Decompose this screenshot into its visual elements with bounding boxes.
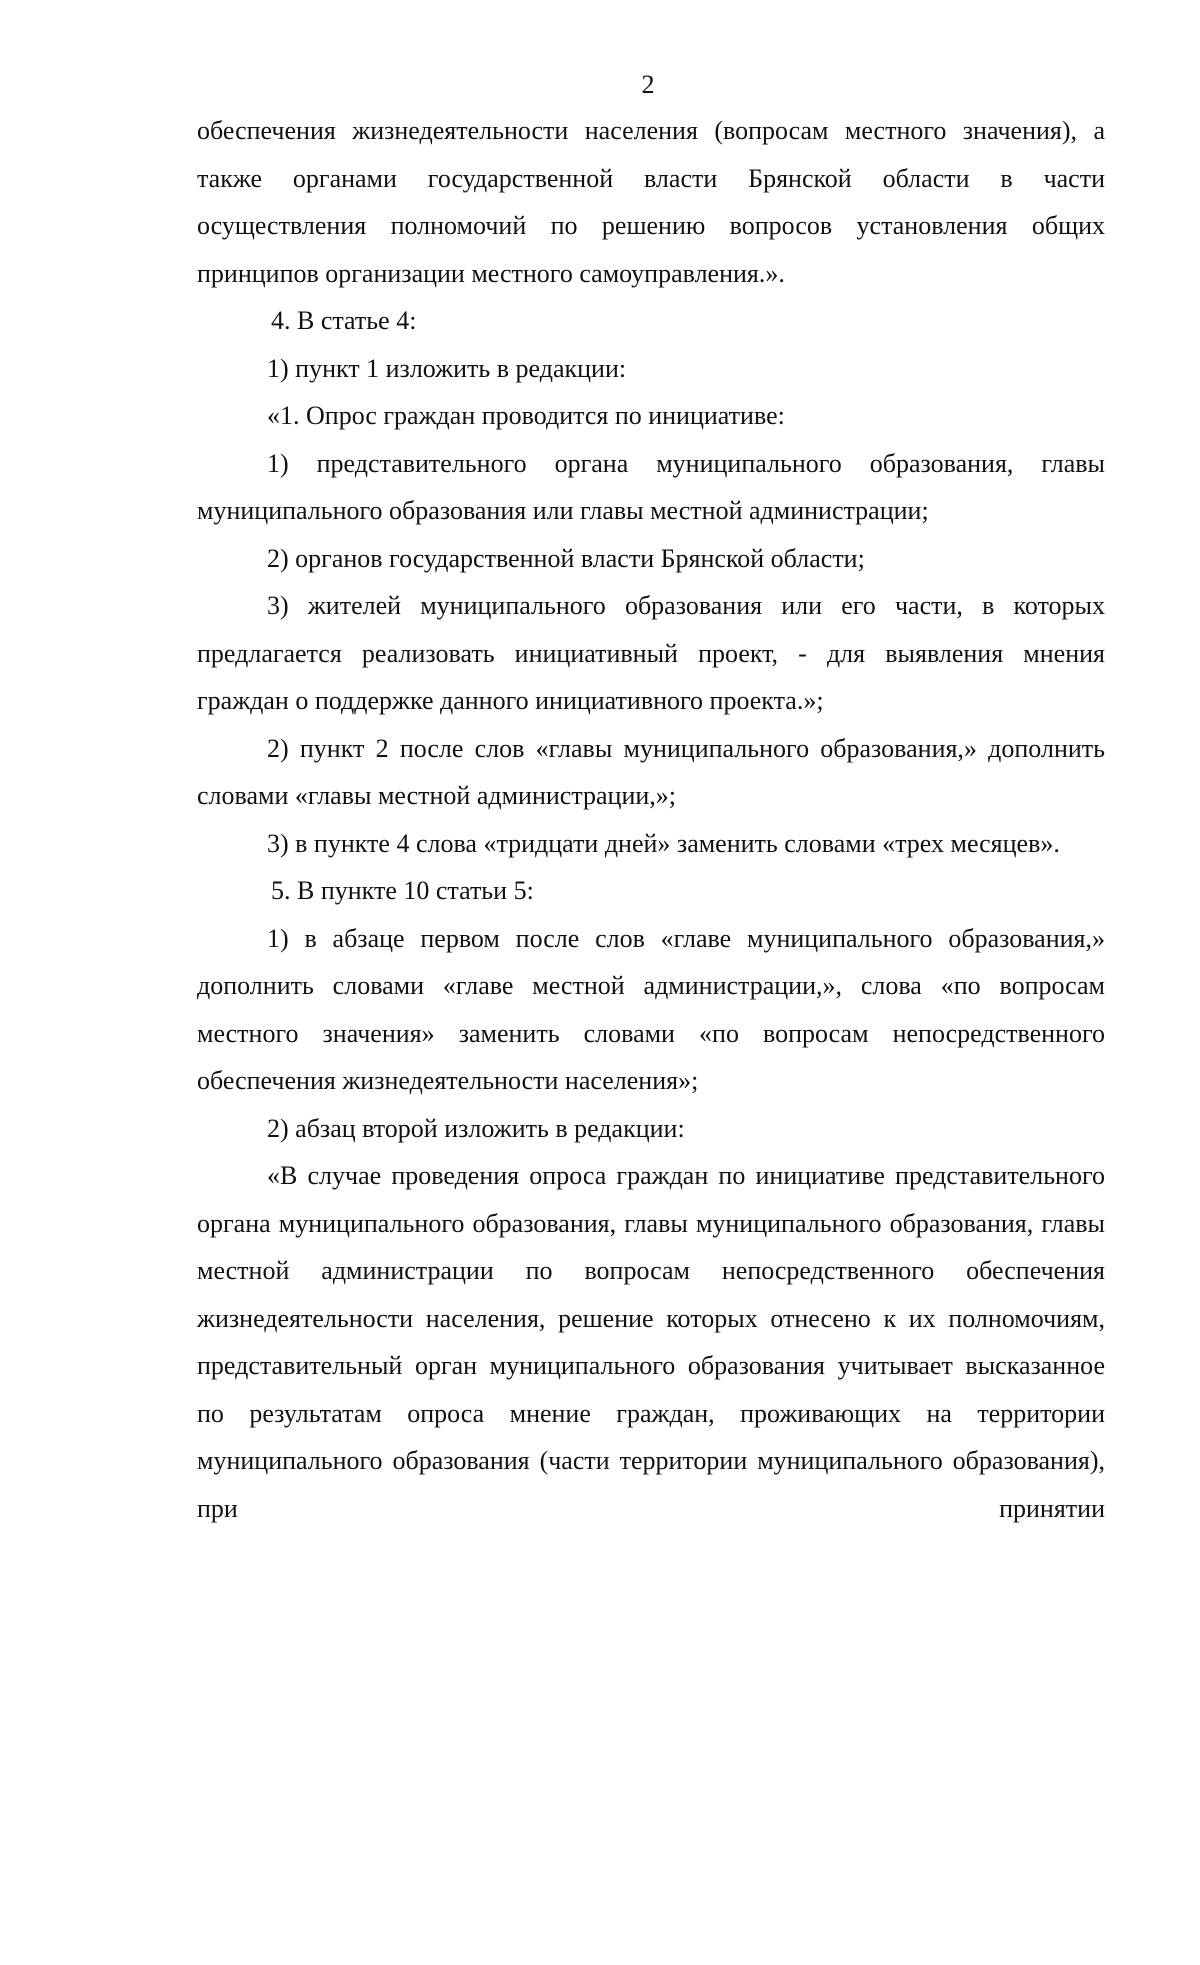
paragraph-item-3: 3) в пункте 4 слова «тридцати дней» заменить словами «трех месяцев». (267, 828, 1060, 858)
paragraph-article-5-item-1: 1) в абзаце первом после слов «главе муниципального образования,» дополнить словами «главе местной администрации,», слова «по вопросам местного значения» заменить словами «по вопросам непосредственного обеспечения жизнедеятельности населения»; (197, 923, 1105, 1095)
paragraph-article-4-heading: 4. В статье 4: (271, 306, 417, 335)
paragraph-subitem-2: 2) органов государственной власти Брянской области; (267, 543, 865, 573)
paragraph-article-5-heading: 5. В пункте 10 статьи 5: (271, 876, 534, 905)
paragraph-quote-start: «1. Опрос граждан проводится по инициативе: (267, 401, 785, 430)
paragraph-quote-new-text: «В случае проведения опроса граждан по инициативе представительного органа муниципального образования, главы муниципального образования, главы местной администрации по вопросам непосредственного обеспечения жизнедеятельности населения, решение которых отнесено к их полномочиям, представительный орган муниципального образования учитывает высказанное по результатам опроса мнение граждан, проживающих на территории муниципального образования (части территории муниципального образования), при принятии (197, 1161, 1105, 1523)
paragraph-subitem-3: 3) жителей муниципального образования или его части, в которых предлагается реализовать инициативный проект, - для выявления мнения граждан о поддержке данного инициативного проекта.»; (197, 591, 1105, 715)
document-body (197, 107, 1105, 1532)
paragraph-continuation: обеспечения жизнедеятельности населения (вопросам местного значения), а также органами государственной власти Брянской области в части осуществления полномочий по решению вопросов установления общих принципов организации местного самоуправления.». (197, 116, 1105, 288)
paragraph-item-2: 2) пункт 2 после слов «главы муниципального образования,» дополнить словами «главы местной администрации,»; (197, 733, 1105, 810)
paragraph-subitem-1: 1) представительного органа муниципального образования, главы муниципального образования или главы местной администрации; (197, 448, 1105, 525)
page-number: 2 (641, 70, 655, 99)
paragraph-article-5-item-2: 2) абзац второй изложить в редакции: (267, 1113, 685, 1143)
paragraph-item-1: 1) пункт 1 изложить в редакции: (267, 353, 627, 383)
